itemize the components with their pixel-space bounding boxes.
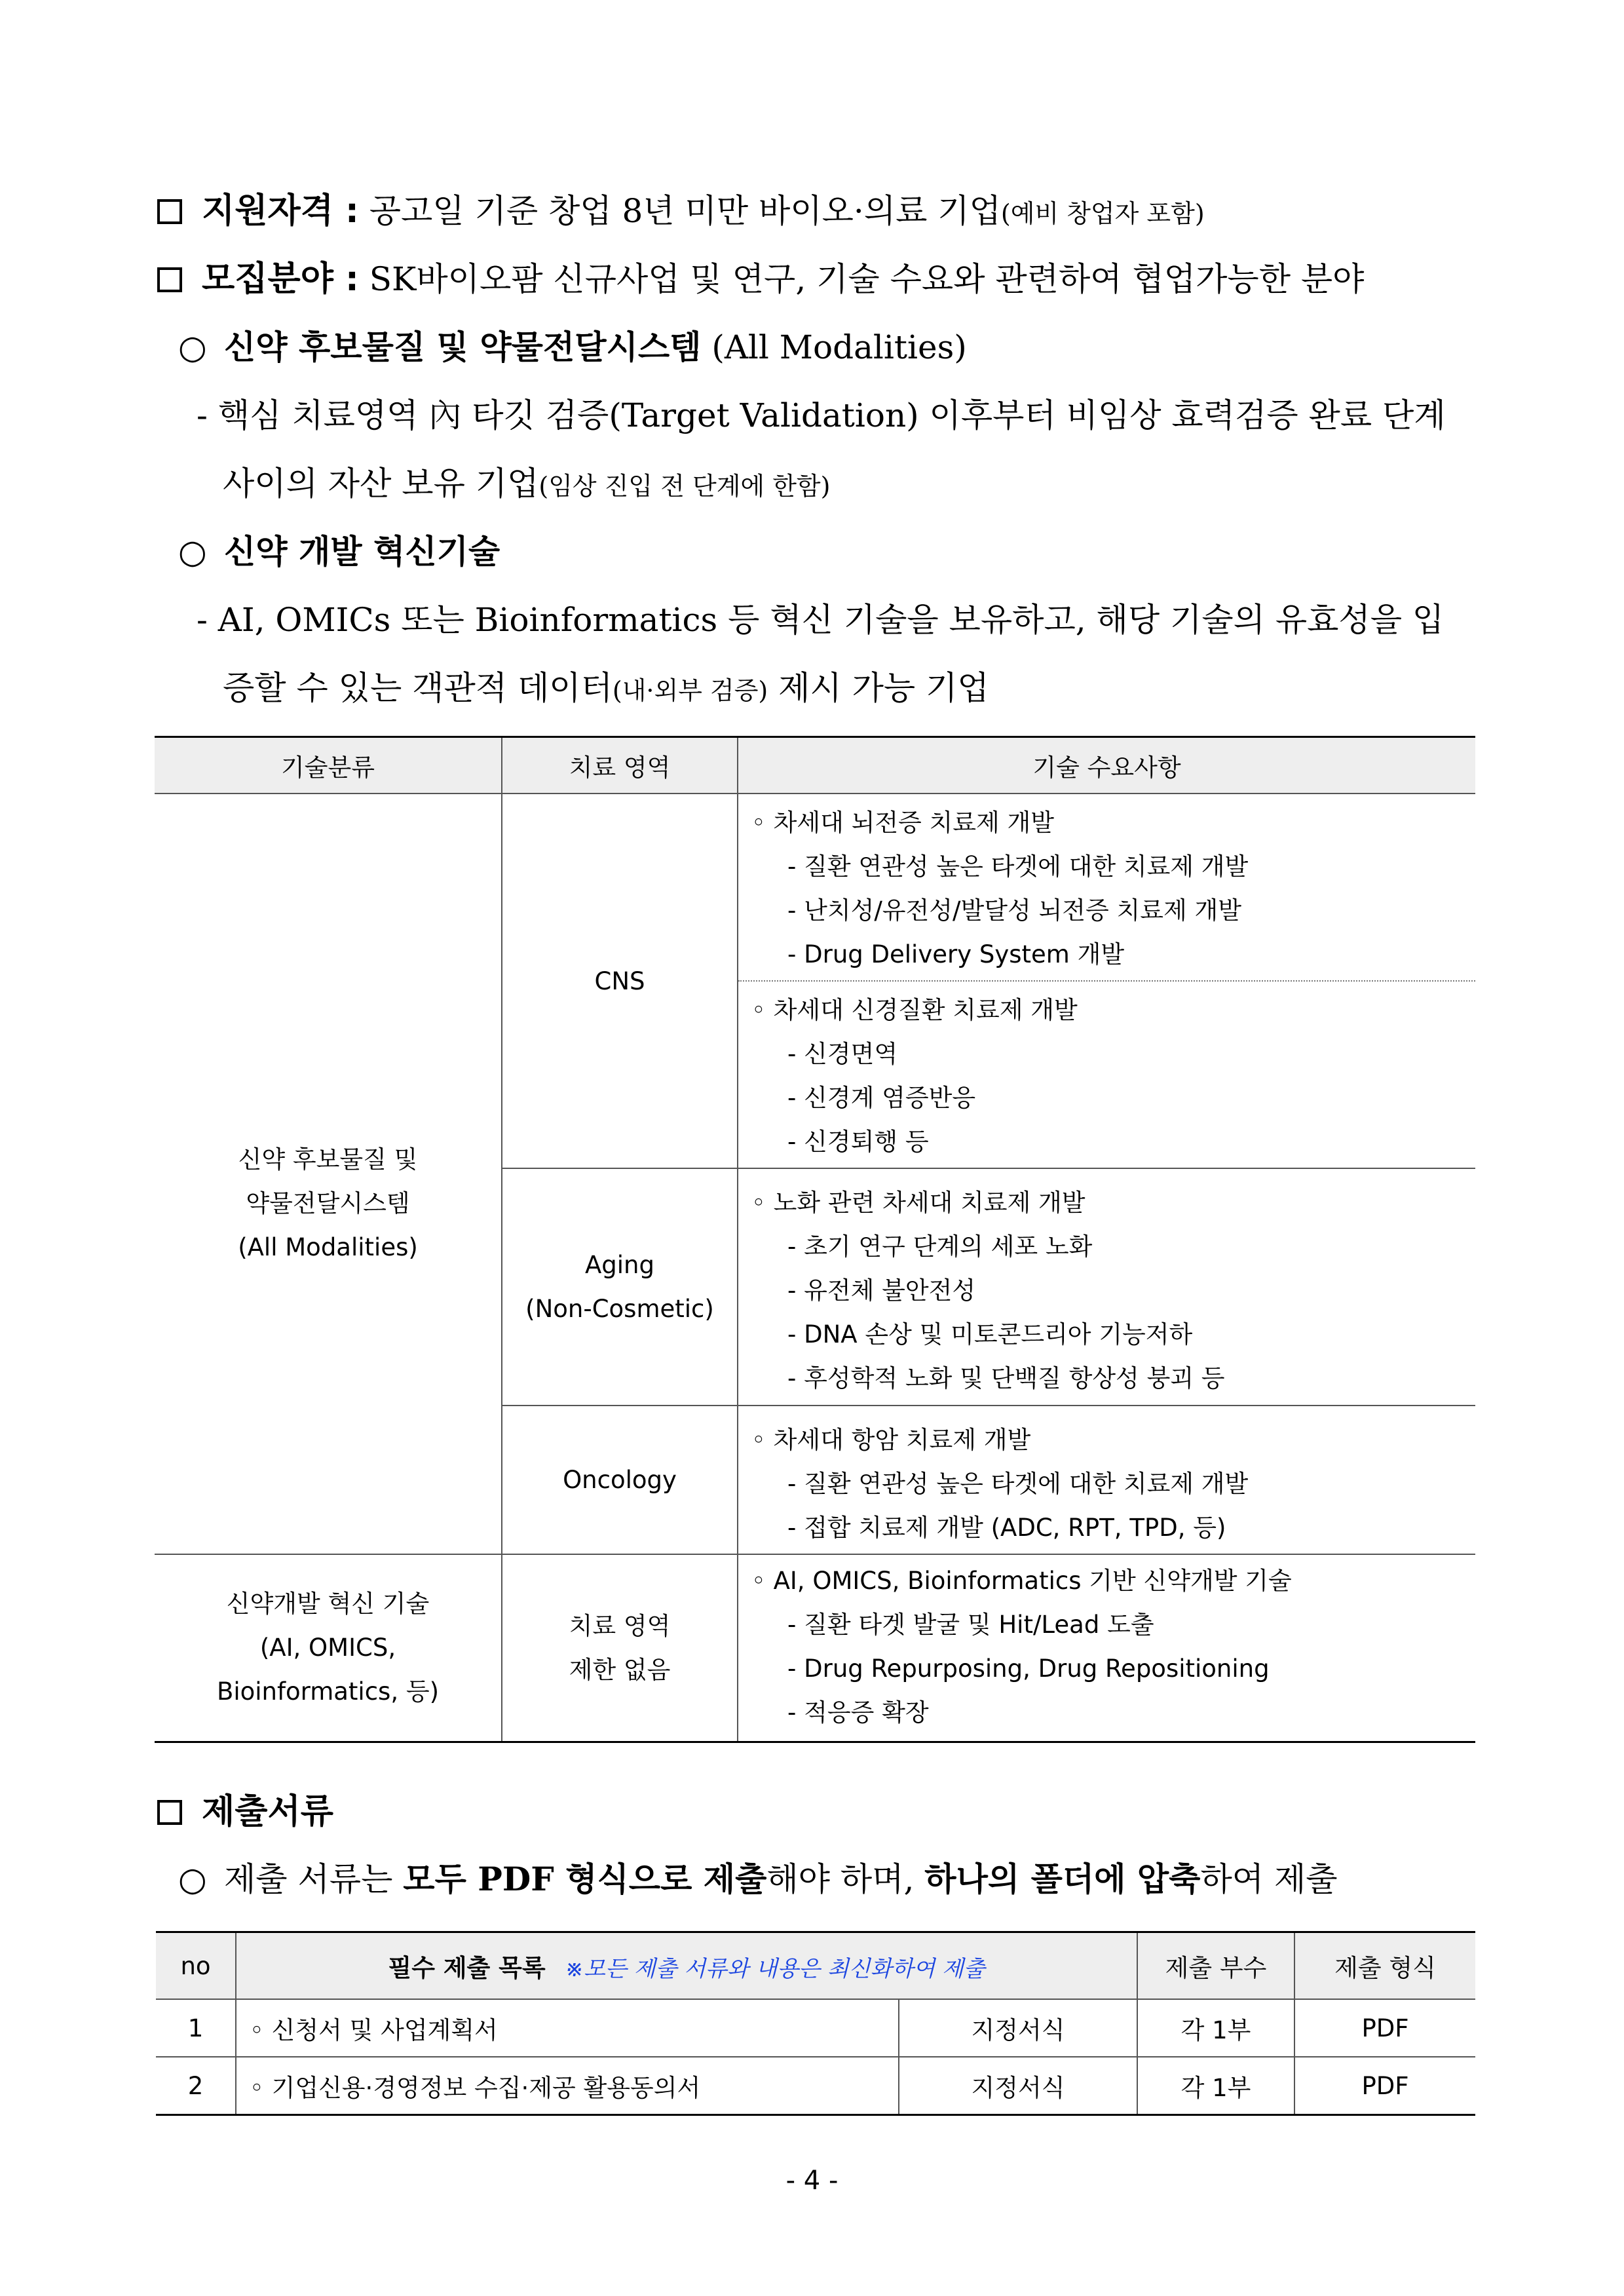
field-item-1-title	[178, 328, 967, 367]
area-cell-oncology: Oncology	[502, 1406, 738, 1554]
demand-cell	[738, 1554, 1475, 1742]
desc-main: 증할 수 있는 객관적 데이터	[223, 669, 613, 707]
col-header-list	[236, 1932, 1137, 2000]
row-copies: 각 1부	[1137, 2057, 1294, 2115]
note-text: 해야 하며,	[766, 1860, 925, 1898]
list-header-note: ※모든 제출 서류와 내용은 최신화하여 제출	[565, 1956, 985, 1982]
list-header-text: 필수 제출 목록	[388, 1954, 546, 1982]
checkbox-icon	[157, 199, 182, 224]
demand-line: - 초기 연구 단계의 세포 노화	[787, 1233, 1093, 1261]
circle-bullet-icon: ○	[178, 328, 207, 366]
circle-bullet-icon: ○	[178, 533, 207, 571]
desc-main: 사이의 자산 보유 기업	[223, 465, 539, 503]
col-header-area: 치료 영역	[502, 737, 738, 794]
note-bold: 하나의 폴더에 압축	[924, 1860, 1201, 1898]
documents-heading: 제출서류	[202, 1792, 333, 1831]
demand-cell	[738, 1406, 1475, 1554]
note-bold: 모두 PDF 형식으로 제출	[403, 1860, 767, 1898]
col-header-copies: 제출 부수	[1137, 1932, 1294, 2000]
field-item-2-title	[178, 532, 500, 571]
checkbox-icon	[157, 267, 182, 292]
area-line: (Non-Cosmetic)	[525, 1295, 714, 1323]
row-item: ◦ 기업신용·경영정보 수집·제공 활용동의서	[236, 2057, 899, 2115]
note-text: 제출 서류는	[224, 1860, 404, 1898]
table-header-row	[156, 1932, 1475, 2000]
demand-line: - 적응증 확장	[787, 1698, 929, 1727]
eligibility-line	[157, 191, 1205, 233]
demand-line: - 신경면역	[787, 1040, 898, 1068]
documents-note	[178, 1860, 1338, 1899]
demand-line: ◦ AI, OMICS, Bioinformatics 기반 신약개발 기술	[751, 1567, 1292, 1595]
desc-tail: 제시 가능 기업	[768, 669, 989, 707]
area-line: 제한 없음	[569, 1655, 671, 1684]
eligibility-note: (예비 창업자 포함)	[1000, 199, 1205, 228]
field-text: SK바이오팜 신규사업 및 연구, 기술 수요와 관련하여 협업가능한 분야	[369, 260, 1365, 298]
demand-line: ◦ 차세대 뇌전증 치료제 개발	[751, 809, 1055, 837]
row-format: PDF	[1294, 1999, 1475, 2057]
demand-cell	[738, 981, 1475, 1168]
eligibility-heading: 지원자격 :	[202, 191, 359, 231]
col-header-format: 제출 형식	[1294, 1932, 1475, 2000]
category-line: Bioinformatics, 등)	[216, 1677, 440, 1706]
demand-line: - 후성학적 노화 및 단백질 항상성 붕괴 등	[787, 1364, 1225, 1392]
demand-line: - 질환 타겟 발굴 및 Hit/Lead 도출	[787, 1611, 1154, 1639]
field-item-title: 신약 후보물질 및 약물전달시스템	[224, 328, 702, 366]
demand-line: - 유전체 불안전성	[787, 1276, 976, 1305]
field-item-title-suffix: (All Modalities)	[701, 328, 967, 366]
field-item-1-desc-2	[223, 464, 830, 506]
category-line: (All Modalities)	[238, 1233, 418, 1261]
tech-demand-table	[155, 736, 1475, 1743]
row-copies: 각 1부	[1137, 1999, 1294, 2057]
col-header-no: no	[156, 1932, 236, 2000]
desc-note: (내·외부 검증)	[612, 676, 768, 705]
demand-cell	[738, 1168, 1475, 1406]
row-type: 지정서식	[899, 1999, 1137, 2057]
checkbox-icon	[157, 1800, 182, 1825]
page-number: - 4 -	[785, 2166, 839, 2196]
col-header-category: 기술분류	[155, 737, 502, 794]
eligibility-text: 공고일 기준 창업 8년 미만 바이오·의료 기업	[369, 192, 1001, 230]
demand-line: - 신경퇴행 등	[787, 1128, 929, 1156]
row-item: ◦ 신청서 및 사업계획서	[236, 1999, 899, 2057]
table-header-row	[155, 737, 1475, 794]
table-row	[155, 794, 1475, 981]
table-row	[155, 1554, 1475, 1742]
demand-line: - Drug Delivery System 개발	[787, 940, 1125, 968]
demand-line: - 신경계 염증반응	[787, 1084, 976, 1112]
demand-cell	[738, 794, 1475, 981]
category-line: 신약개발 혁신 기술	[226, 1590, 430, 1618]
area-line: 치료 영역	[569, 1611, 671, 1640]
field-heading: 모집분야 :	[202, 259, 359, 299]
demand-line: - 난치성/유전성/발달성 뇌전증 치료제 개발	[787, 896, 1241, 925]
field-item-2-desc-2	[223, 668, 989, 710]
demand-line: - Drug Repurposing, Drug Repositioning	[787, 1655, 1270, 1683]
category-line: (AI, OMICS,	[259, 1634, 396, 1662]
demand-line: ◦ 차세대 항암 치료제 개발	[751, 1426, 1031, 1454]
note-text: 하여 제출	[1200, 1860, 1338, 1898]
area-cell-aging	[502, 1168, 738, 1406]
category-line: 약물전달시스템	[246, 1189, 410, 1217]
category-line: 신약 후보물질 및	[238, 1145, 418, 1174]
documents-table	[156, 1931, 1475, 2116]
demand-line: ◦ 차세대 신경질환 치료제 개발	[751, 996, 1078, 1024]
field-item-2-desc-1: - AI, OMICs 또는 Bioinformatics 등 혁신 기술을 보유하고, 해당 기술의 유효성을 입	[197, 601, 1445, 639]
documents-heading-line	[157, 1792, 333, 1831]
demand-line: - 질환 연관성 높은 타겟에 대한 치료제 개발	[787, 1470, 1249, 1498]
demand-line: - 접합 치료제 개발 (ADC, RPT, TPD, 등)	[787, 1514, 1226, 1542]
col-header-demand: 기술 수요사항	[738, 737, 1475, 794]
row-no: 1	[156, 1999, 236, 2057]
area-line: Aging	[584, 1251, 654, 1279]
area-cell-cns: CNS	[502, 794, 738, 1168]
category-cell-1	[155, 794, 502, 1554]
field-line	[157, 259, 1364, 299]
category-cell-2	[155, 1554, 502, 1742]
field-item-title: 신약 개발 혁신기술	[224, 533, 500, 571]
demand-line: - DNA 손상 및 미토콘드리아 기능저하	[787, 1320, 1193, 1349]
field-item-1-desc-1: - 핵심 치료영역 內 타깃 검증(Target Validation) 이후부터 비임상 효력검증 완료 단계	[197, 396, 1446, 434]
desc-note: (임상 진입 전 단계에 한함)	[538, 472, 831, 501]
circle-bullet-icon: ○	[178, 1860, 207, 1898]
table-row	[156, 2057, 1475, 2115]
row-type: 지정서식	[899, 2057, 1137, 2115]
row-no: 2	[156, 2057, 236, 2115]
row-format: PDF	[1294, 2057, 1475, 2115]
demand-line: - 질환 연관성 높은 타겟에 대한 치료제 개발	[787, 852, 1249, 881]
demand-line: ◦ 노화 관련 차세대 치료제 개발	[751, 1189, 1086, 1217]
table-row	[156, 1999, 1475, 2057]
area-cell-unlimited	[502, 1554, 738, 1742]
